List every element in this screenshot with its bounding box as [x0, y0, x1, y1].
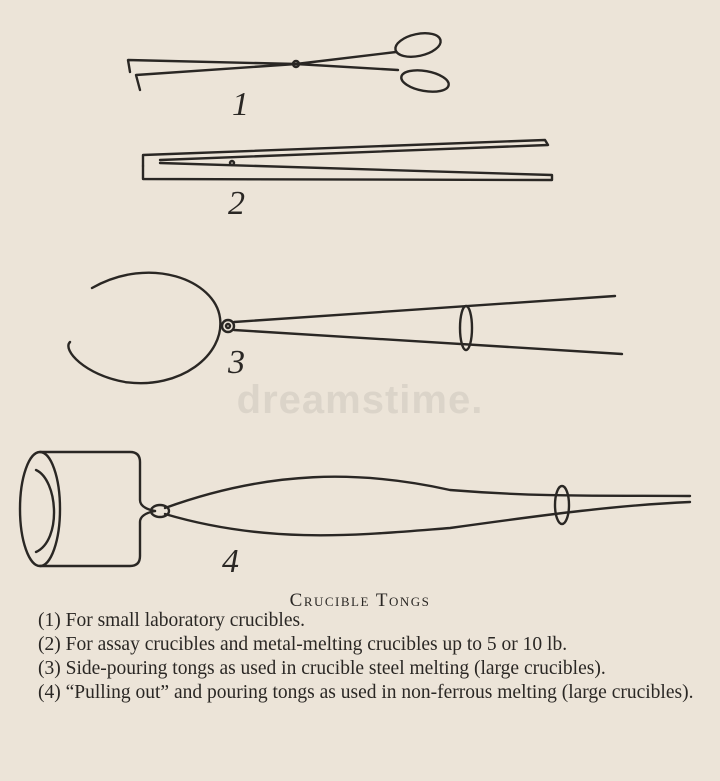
- caption-item-3: (3) Side-pouring tongs as used in crucible steel melting (large crucibles).: [38, 658, 606, 679]
- caption-item-4: (4) “Pulling out” and pouring tongs as used in non-ferrous melting (large crucibles).: [38, 682, 694, 703]
- figure-label-1: 1: [232, 86, 249, 123]
- caption-item-2: (2) For assay crucibles and metal-melting crucibles up to 5 or 10 lb.: [38, 634, 568, 655]
- watermark: dreamstime.: [236, 378, 484, 422]
- figure-label-2: 2: [228, 185, 245, 222]
- caption-item-1: (1) For small laboratory crucibles.: [38, 610, 305, 631]
- caption-list: [20, 610, 696, 706]
- caption-title: Crucible Tongs: [289, 590, 431, 611]
- tong-1-drawing: [128, 29, 450, 95]
- tong-3-drawing: [68, 273, 622, 383]
- figure-label-4: 4: [222, 543, 239, 580]
- tong-4-drawing: [20, 452, 690, 566]
- tong-2-drawing: [143, 140, 552, 180]
- figure-label-3: 3: [228, 344, 245, 381]
